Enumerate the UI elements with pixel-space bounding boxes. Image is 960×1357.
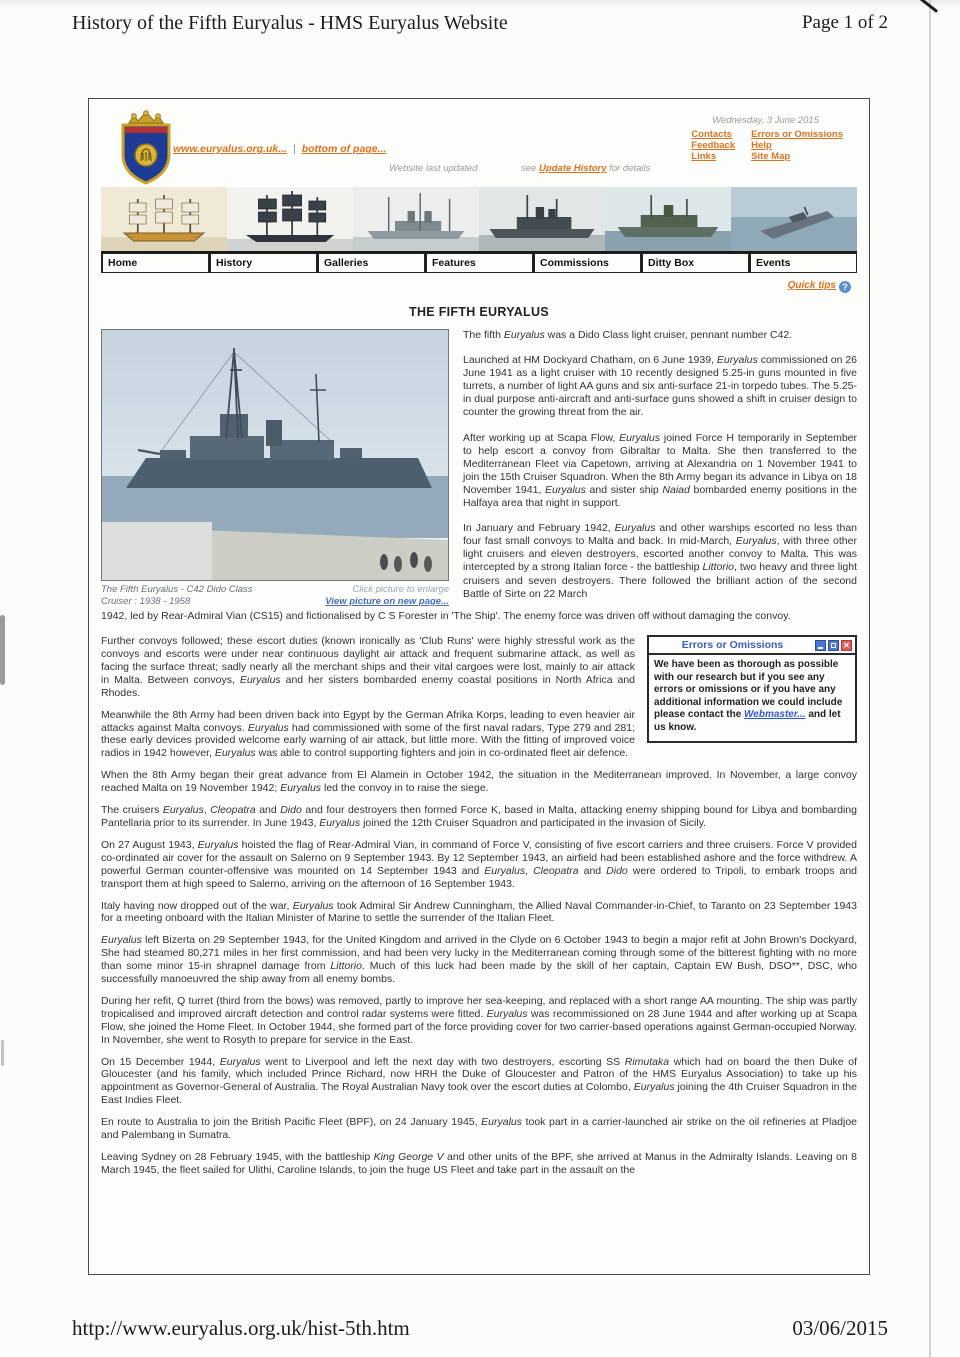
intro-paragraph: The fifth Euryalus was a Dido Class light cruiser, pennant number C42. xyxy=(463,329,793,341)
update-history-link[interactable]: Update History xyxy=(538,163,607,174)
body-paragraph: The cruisers Euryalus, Cleopatra and Dido and four destroyers then formed Force K, based in Malta, attacking enemy shipping bound for Libya and bombarding Pantellaria prior to its surrender. In June 1943, Euryalus joined the 12th Cruiser Squadron and participated in the invasion of Sicily. xyxy=(101,804,857,829)
minimize-icon[interactable] xyxy=(815,640,826,651)
scan-artifact xyxy=(0,615,5,685)
banner-photo-modern-frigate xyxy=(731,187,857,251)
scan-artifact xyxy=(929,0,931,1357)
print-page-number: Page 1 of 2 xyxy=(801,12,888,33)
page-title: THE FIFTH EURYALUS xyxy=(409,305,549,319)
errors-window-text xyxy=(649,655,855,741)
tab-home[interactable]: Home xyxy=(101,253,209,273)
link-separator: | xyxy=(292,143,296,155)
body-paragraph: On 15 December 1944, Euryalus went to Liverpool and left the next day with two destroyers, escorting SS Rimutaka which had on board the then Duke of Gloucester (and his family, which included Prince Richard, now HRH the Duke of Gloucester and Patron of the HMS Euryalus Association) to take up his appointment as Governor-General of Australia. The Royal Australian Navy took over the escort duties at Colombo, Euryalus joining the 4th Cruiser Squadron in the East Indies Fleet. xyxy=(101,1055,857,1107)
banner-photo-ww2-cruiser xyxy=(605,187,731,251)
body-paragraph: Italy having now dropped out of the war, Euryalus took Admiral Sir Andrew Cunningham, the Allied Naval Commander-in-Chief, to Taranto on 23 September 1943 for a meeting onboard with the Italian Minister of Marine to settle the surrender of the Italian Fleet. xyxy=(101,899,857,925)
links-link[interactable]: Links xyxy=(691,151,717,162)
ship-crest-logo xyxy=(115,109,177,185)
print-footer xyxy=(72,1316,888,1341)
intro-paragraph: In January and February 1942, Euryalus and other warships escorted no less than four fast small convoys to Malta and back. In mid-March, Euryalus, with three other light cruisers and eleven destroyers, escorted another convoy to Malta. This was intercepted by a strong Italian force - the battleship Littorio, two heavy and three light cruisers and seven destroyers. There followed the brilliant action of the second Battle of Sirte on 22 March xyxy=(463,522,857,600)
update-hint-post: for details xyxy=(606,163,651,174)
body-paragraph: Meanwhile the 8th Army had been driven back into Egypt by the German Afrika Korps, leading to even heavier air attacks against Malta convoys. Euryalus had commissioned with some of the first naval radars, Type 279 and 281; these early devices provided welcome early warning of air attack, but little more. With the fitting of improved voice radios in 1942 however, Euryalus was able to control supporting fighters and join in co-ordinated fleet air defence. xyxy=(101,708,635,760)
scan-artifact xyxy=(1,1040,4,1066)
photo-caption xyxy=(101,584,253,608)
errors-window-titlebar xyxy=(649,637,855,655)
click-to-enlarge-hint: Click picture to enlarge xyxy=(352,584,449,595)
feedback-link[interactable]: Feedback xyxy=(691,140,736,151)
ship-photo-block xyxy=(101,329,449,608)
euryalus-photo[interactable] xyxy=(101,329,449,581)
scan-artifact xyxy=(0,0,960,8)
article-top xyxy=(101,329,857,623)
site-date: Wednesday, 3 June 2015 xyxy=(712,115,819,126)
website-updated-label: Website last updated xyxy=(389,163,478,174)
intro-paragraph: After working up at Scapa Flow, Euryalus joined Force H temporarily in September to help escort a convoy from Gibraltar to Malta. She then transferred to the Mediterranean Fleet via Capetown, arriving at Alexandria on 1 November 1941 to join the 15th Cruiser Squadron. When the 8th Army began its advance in Libya on 18 November 1941, Euryalus and sister ship Naiad bombarded enemy positions in the Halfaya area that night in support. xyxy=(463,431,858,510)
errors-omissions-window xyxy=(647,635,857,743)
masthead-links-col1 xyxy=(691,129,735,162)
banner-photo-sailing-model xyxy=(101,187,227,251)
tab-features[interactable]: Features xyxy=(425,253,533,273)
help-link[interactable]: Help xyxy=(751,140,772,151)
ships-banner xyxy=(101,187,857,251)
print-header-title: History of the Fifth Euryalus - HMS Euryalus Website xyxy=(72,12,508,34)
webmaster-link[interactable]: Webmaster... xyxy=(744,709,806,721)
print-footer-date: 03/06/2015 xyxy=(792,1316,888,1340)
bottom-of-page-link[interactable]: bottom of page... xyxy=(301,143,387,155)
webpage-frame xyxy=(88,98,870,1275)
home-url-link[interactable]: www.euryalus.org.uk... xyxy=(173,143,287,155)
masthead-links-col2 xyxy=(751,129,843,162)
print-footer-url: http://www.euryalus.org.uk/hist-5th.htm xyxy=(72,1316,410,1340)
errors-text-pre: We have been as thorough as possible with our research but if you see any errors or omissions or if you have any additional information we could include please contact the xyxy=(654,659,843,721)
main-navigation xyxy=(101,251,857,273)
errors-text-post: and let us know. xyxy=(654,709,841,734)
quick-tips-row xyxy=(101,280,851,293)
body-paragraph: En route to Australia to join the British Pacific Fleet (BPF), on 24 January 1945, Euryalus took part in a carrier-launched air strike on the oil refineries at Pladjoe and Palembang in Sumatra. xyxy=(101,1116,858,1142)
body-paragraph: Leaving Sydney on 28 February 1945, with the battleship King George V and other units of the BPF, she arrived at Manus in the Admiralty Islands. Leaving on 8 March 1945, the fleet sailed for Ulithi, Caroline Islands, to join the huge US Fleet and take part in the assault on the xyxy=(101,1151,857,1176)
contacts-link[interactable]: Contacts xyxy=(691,129,732,140)
update-history-hint xyxy=(521,163,650,174)
tab-commissions[interactable]: Commissions xyxy=(533,253,641,273)
masthead xyxy=(101,107,857,185)
body-paragraph: On 27 August 1943, Euryalus hoisted the flag of Rear-Admiral Vian, in command of Force V, consisting of five escort carriers and three cruisers. Force V provided co-ordinated air cover for the assault on Salerno on 9 September 1943. By 12 September 1943, an airfield had been established ashore and the force withdrew. A powerful German counter-offensive was mounted on 14 September 1943 and Euryalus, Cleopatra and Dido were ordered to Tripoli, to embark troops and transport them at high speed to Salerno, arriving on the afternoon of 16 September 1943. xyxy=(101,838,857,890)
print-header xyxy=(72,12,888,35)
tab-events[interactable]: Events xyxy=(749,253,857,273)
close-icon[interactable]: ✕ xyxy=(841,640,852,651)
article-body xyxy=(101,635,857,1177)
site-map-link[interactable]: Site Map xyxy=(751,151,791,162)
banner-photo-victorian-cruiser xyxy=(353,187,479,251)
body-paragraph: Euryalus left Bizerta on 29 September 1943, for the United Kingdom and arrived in the Clyde on 6 October 1943 to begin a major refit at John Brown's Dockyard, She had steamed 80,271 miles in her first commission, and had been very lucky in the Mediterranean coming through some of the bitterest fighting with no more than some minor 15-in shrapnel damage from Littorio. Much of this luck had been made by the skill of her captain, Captain EW Bush, DSO**, DSC, who successfully manoeuvred the ship away from all enemy bombs. xyxy=(101,934,857,986)
errors-or-omissions-link[interactable]: Errors or Omissions xyxy=(751,129,843,140)
intro-paragraph: Launched at HM Dockyard Chatham, on 6 June 1939, Euryalus commissioned on 26 June 1941 as a light cruiser with 10 recently designed 5.25-in guns mounted in five turrets, a number of light AA guns and six anti-surface 21-in torpedo tubes. The 5.25-in dual purpose anti-aircraft and anti-surface guns showed a shift in cruiser design to counter the growing threat from the air. xyxy=(463,354,858,419)
update-hint-pre: see xyxy=(521,163,539,174)
body-paragraph: When the 8th Army began their great advance from El Alamein in October 1942, the situation in the Mediterranean improved. In November, a large convoy reached Malta on 19 November 1942; Euryalus led the convoy in to raise the siege. xyxy=(101,769,857,795)
masthead-links xyxy=(691,129,843,162)
view-picture-link[interactable]: View picture on new page... xyxy=(325,596,449,607)
tab-ditty-box[interactable]: Ditty Box xyxy=(641,253,749,273)
caption-line1: The Fifth Euryalus - C42 Dido Class xyxy=(101,584,253,595)
quick-tips-link[interactable]: Quick tips xyxy=(787,280,836,291)
caption-line2: Cruiser : 1938 - 1958 xyxy=(101,596,191,607)
tab-galleries[interactable]: Galleries xyxy=(317,253,425,273)
photo-caption-row xyxy=(101,584,449,608)
help-icon[interactable]: ? xyxy=(839,281,851,293)
body-paragraph: Further convoys followed; these escort duties (known ironically as 'Club Runs' were highly stressful work as the convoys and escorts were under near continuous daylight air attack and frequent submarine attack, as well as facing the surface threat; sadly nearly all the merchant ships and their vital cargoes were lost, mainly to air attack in Malta. Between convoys, Euryalus and her sisters bombarded enemy coastal positions in North Africa and Rhodes. xyxy=(101,635,636,699)
continuation-paragraph: 1942, led by Rear-Admiral Vian (CS15) and fictionalised by C S Forester in 'The Ship'. The enemy force was driven off without damaging the convoy. xyxy=(101,610,791,622)
tab-history[interactable]: History xyxy=(209,253,317,273)
errors-window-title: Errors or Omissions xyxy=(681,639,784,652)
body-paragraph: During her refit, Q turret (third from the bows) was removed, partly to improve her sea-keeping, and replaced with a short range AA mounting. The ship was partly tropicalised and improved aircraft detection and control radar systems were fitted. Euryalus was recommissioned on 28 June 1944 and after working up at Scapa Flow, she joined the Home Fleet. In October 1944, she formed part of the force providing cover for two carrier-based operations against German-occupied Norway. In November, she went to Rosyth to prepare for service in the East. xyxy=(101,994,857,1046)
banner-photo-ww1-cruiser xyxy=(479,187,605,251)
banner-photo-sailing-ship xyxy=(227,187,353,251)
maximize-icon[interactable] xyxy=(828,640,839,651)
